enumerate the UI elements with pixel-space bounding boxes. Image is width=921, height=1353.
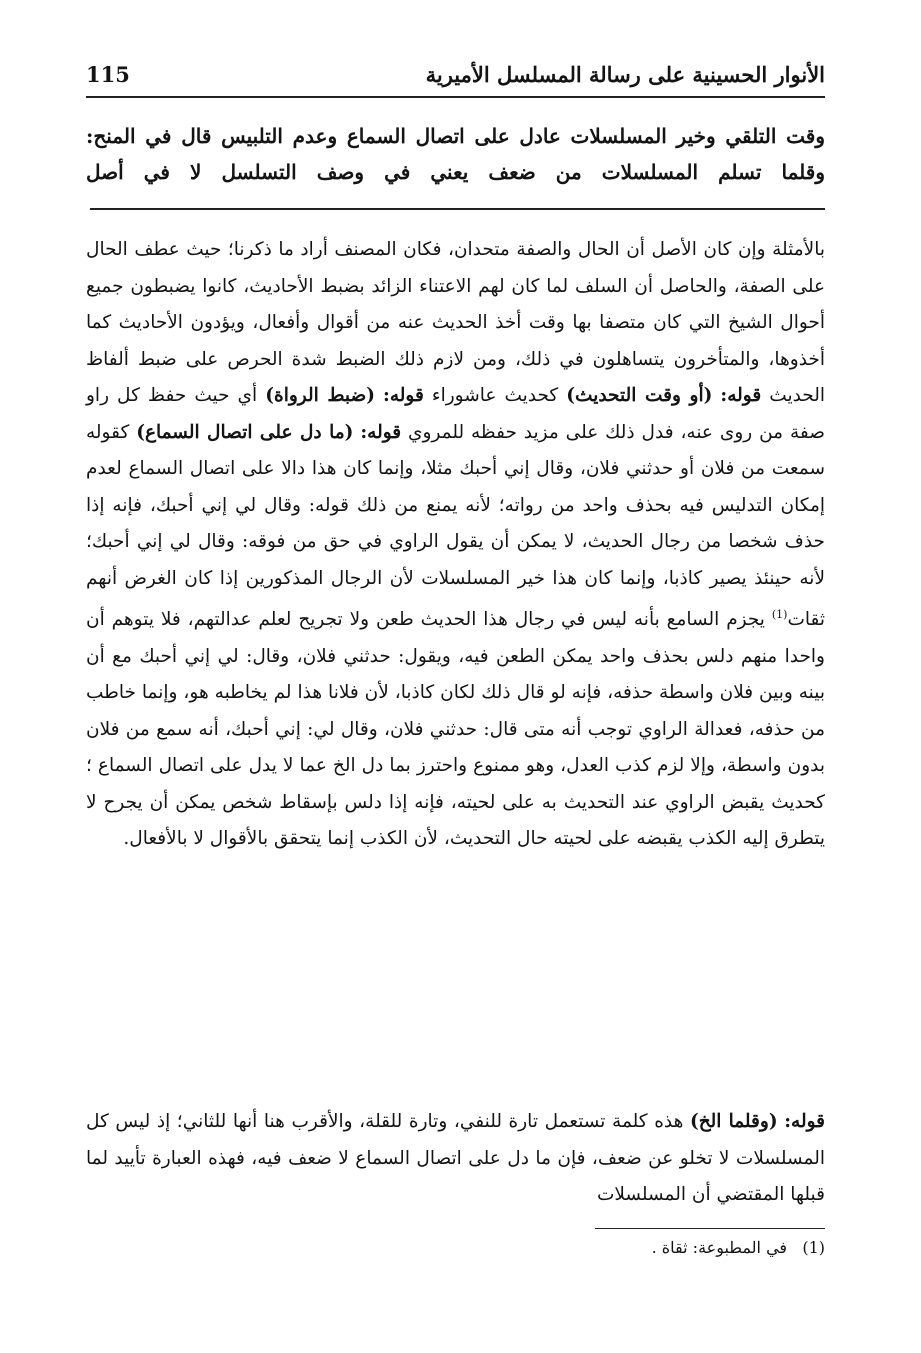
running-header [86, 52, 825, 98]
commentary-text: هذه كلمة تستعمل تارة للنفي، وتارة للقلة، والأقرب هنا أنها للثاني؛ إذ ليس كل المسلسلات لا تخلو عن ضعف، فإن ما دل على اتصال السماع لا ضعف فيه، فهذه العبارة تأييد لما قبلها المقتضي أن المسلسلات [86, 1111, 825, 1205]
commentary-text: كقوله سمعت من فلان أو حدثني فلان، وقال إني أحبك مثلا، وإنما كان هذا دالا على اتصال السماع لعدم إمكان التدليس فيه بحذف واحد من رواته؛ لأنه يمنع من ذلك قوله: وقال لي إني أحبك، فإنه إذا حذف شخصا من رجال الحديث، لا يمكن أن يقول الراوي في حق من فوقه: وقال لي إني أحبك؛ لأنه حينئذ يصير كاذبا، وإنما كان هذا خير المسلسلات لأن الرجال المذكورين إذا كان الغرض أنهم ثقات [86, 421, 825, 631]
footnote-divider [595, 1228, 825, 1229]
page-number: 115 [86, 61, 130, 87]
commentary-text: بالأمثلة وإن كان الأصل أن الحال والصفة متحدان، فكان المصنف أراد ما ذكرنا؛ حيث عطف الحال على الصفة، والحاصل أن السلف لما كان لهم الاعتناء الزائد بضبط الأحاديث، كانوا يضبطون جميع أحوال الشيخ التي كان متصفا بها وقت أخذ الحديث عنه من أقوال وأفعال، ويؤدون الأحاديث كما أخذوها، والمتأخرون يتساهلون في ذلك، ومن لازم ذلك الضبط شدة الحرص على ضبط ألفاظ الحديث [86, 239, 826, 406]
commentary-text: يجزم السامع بأنه ليس في رجال هذا الحديث طعن ولا تجريح لعلم عدالتهم، فلا يتوهم أن واحدا منهم دلس بحذف واحد يمكن الطعن فيه، ويقول: حدثني فلان، وقال: لي إني أحبك مع أن بينه وبين فلان واسطة حذفه، فإنه لو قال ذلك لكان كاذبا، لأن فلانا هذا لم يخاطبه هو، وإنما خاطب من حذفه، فعدالة الراوي توجب أنه متى قال: حدثني فلان، وقال لي: إني أحبك، أنه سمع من فلان بدون واسطة، وإلا لزم كذب العدل، وهو ممنوع واحترز بما دل الخ عما لا يدل على اتصال السماع ؛كحديث يقبض الراوي عند التحديث به على لحيته، فإنه إذا دلس بإسقاط شخص يمكن أن يجرح لا يتطرق إليه الكذب يقبضه على لحيته حال التحديث، لأن الكذب إنما يتحقق بالأقوال لا بالأفعال. [86, 609, 825, 850]
commentary-text: أي حيث حفظ كل راو صفة من روى عنه، فدل ذلك على مزيد حفظه للمروي [86, 385, 825, 443]
commentary-text: كحديث عاشوراء [431, 385, 559, 406]
matn-divider [90, 208, 825, 210]
lemma: (ما دل على اتصال السماع) [136, 421, 354, 443]
footnote-reference[interactable]: (1) [771, 608, 788, 621]
book-title: الأنوار الحسينية على رسالة المسلسل الأميرية [425, 61, 825, 87]
lemma: (أو وقت التحديث) [566, 385, 713, 406]
commentary-paragraph-2 [86, 1104, 825, 1214]
footnote-number: (1) [802, 1238, 825, 1257]
qawluh-label: قوله: [784, 1111, 825, 1132]
lemma: (وقلما الخ) [689, 1111, 778, 1132]
lemma: (ضبط الرواة) [265, 385, 375, 406]
commentary-paragraph-1 [86, 232, 825, 858]
qawluh-label: قوله: [720, 385, 762, 406]
qawluh-label: قوله: [383, 385, 424, 406]
footnote-text: في المطبوعة: ثقاة . [651, 1238, 788, 1257]
footnote [652, 1238, 825, 1257]
qawluh-label: قوله: [360, 421, 402, 443]
matn-text: وقت التلقي وخير المسلسلات عادل على اتصال السماع وعدم التلبيس قال في المنح: وقلما تسلم المسلسلات من ضعف يعني في وصف التسلسل لا في أصل [86, 124, 825, 184]
